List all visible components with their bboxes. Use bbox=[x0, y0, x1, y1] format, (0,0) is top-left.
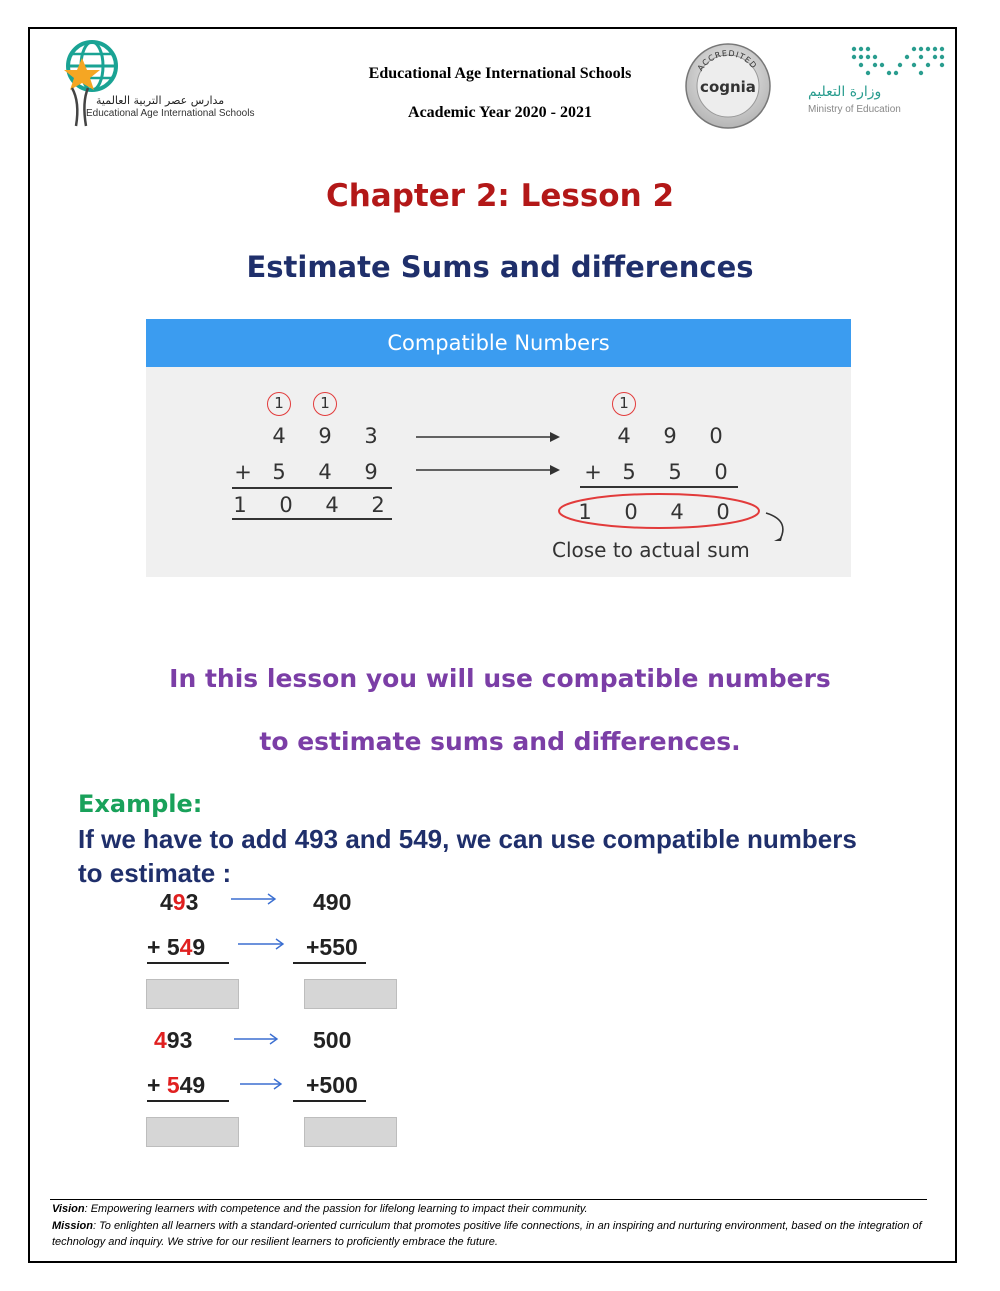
set2-left-underline bbox=[147, 1100, 229, 1102]
example-arrows bbox=[228, 888, 288, 1098]
left-top-digit: 4 bbox=[272, 424, 286, 448]
chapter-title: Chapter 2: Lesson 2 bbox=[325, 178, 675, 214]
left-top-digit: 3 bbox=[364, 424, 378, 448]
digit: 93 bbox=[166, 1027, 193, 1053]
left-sum-line bbox=[232, 487, 392, 489]
intro-line-2: to estimate sums and differences. bbox=[259, 727, 741, 756]
set1-first-addend bbox=[160, 889, 198, 916]
header-academic-year: Academic Year 2020 - 2021 bbox=[408, 104, 592, 121]
left-result-digit: 2 bbox=[371, 493, 385, 517]
digit: 9 bbox=[192, 934, 206, 960]
set2-right-underline bbox=[293, 1100, 366, 1102]
right-top-row bbox=[601, 424, 739, 448]
vision-statement bbox=[52, 1201, 922, 1217]
set2-actual-sum-answer-box[interactable] bbox=[146, 1117, 239, 1147]
set1-second-rounded: +550 bbox=[306, 934, 358, 960]
right-result-digit: 0 bbox=[716, 500, 730, 524]
figure-arrows bbox=[414, 428, 564, 478]
lesson-title: Estimate Sums and differences bbox=[246, 250, 754, 284]
right-result-row bbox=[562, 500, 746, 524]
highlighted-digit: 5 bbox=[166, 1072, 180, 1098]
left-plus-sign: + bbox=[234, 460, 252, 484]
right-sum-line bbox=[580, 486, 738, 488]
left-second-digit: 4 bbox=[318, 460, 332, 484]
left-result-digit: 0 bbox=[279, 493, 293, 517]
right-result-digit: 1 bbox=[578, 500, 592, 524]
compatible-numbers-banner: Compatible Numbers bbox=[146, 319, 851, 367]
left-top-row bbox=[256, 424, 394, 448]
example-label: Example: bbox=[78, 790, 203, 818]
vision-label: Vision bbox=[52, 1203, 85, 1215]
arrow-right-icon bbox=[550, 432, 560, 442]
right-top-digit: 9 bbox=[663, 424, 677, 448]
header-school-title: Educational Age International Schools bbox=[368, 65, 632, 82]
set1-left-underline bbox=[147, 962, 229, 964]
left-second-row bbox=[230, 460, 394, 484]
left-second-digit: 5 bbox=[272, 460, 286, 484]
digit: 4 bbox=[160, 889, 173, 915]
left-top-digit: 9 bbox=[318, 424, 332, 448]
set2-second-rounded: +500 bbox=[306, 1072, 358, 1098]
school-name-english: Educational Age International Schools bbox=[86, 108, 255, 119]
right-plus-sign: + bbox=[584, 460, 602, 484]
set1-first-rounded: 490 bbox=[313, 889, 352, 915]
right-second-digit: 5 bbox=[622, 460, 636, 484]
plus-sign: + bbox=[147, 934, 167, 960]
example-text: If we have to add 493 and 549, we can use compatible numbers to estimate : bbox=[78, 824, 857, 888]
set1-actual-sum-answer-box[interactable] bbox=[146, 979, 239, 1009]
right-second-row bbox=[580, 460, 744, 484]
seal-accredited-text: ACCREDITED bbox=[695, 48, 759, 73]
ministry-name-arabic: وزارة التعليم bbox=[808, 84, 882, 100]
right-carry-1: 1 bbox=[612, 392, 636, 416]
highlighted-digit: 4 bbox=[154, 1027, 167, 1053]
set2-second-addend bbox=[147, 1072, 205, 1099]
left-result-digit: 4 bbox=[325, 493, 339, 517]
arrow-right-icon bbox=[550, 465, 560, 475]
cognia-seal bbox=[684, 42, 772, 130]
set2-first-rounded: 500 bbox=[313, 1027, 352, 1053]
left-result-digit: 1 bbox=[233, 493, 247, 517]
left-carry-2: 1 bbox=[313, 392, 337, 416]
ministry-name-english: Ministry of Education bbox=[808, 104, 901, 115]
highlighted-digit: 4 bbox=[179, 934, 193, 960]
right-top-digit: 4 bbox=[617, 424, 631, 448]
mission-text: : To enlighten all learners with a standard-oriented curriculum that promotes positive life connections, in an inspiring and nurturing environment, based on the integration of technology and inquiry. We strive for our resilient learners to proficiently embrace the future. bbox=[52, 1220, 922, 1248]
right-second-digit: 5 bbox=[668, 460, 682, 484]
right-result-digit: 0 bbox=[624, 500, 638, 524]
left-carry-1: 1 bbox=[267, 392, 291, 416]
digit: 3 bbox=[185, 889, 199, 915]
intro-line-1: In this lesson you will use compatible numbers bbox=[169, 664, 831, 693]
left-result-row bbox=[217, 493, 401, 517]
set1-estimate-answer-box[interactable] bbox=[304, 979, 397, 1009]
right-top-digit: 0 bbox=[709, 424, 723, 448]
set1-second-addend bbox=[147, 934, 205, 961]
digit: 5 bbox=[166, 934, 180, 960]
mission-statement bbox=[52, 1218, 922, 1250]
ministry-logo-dots bbox=[850, 44, 945, 78]
digit: 49 bbox=[179, 1072, 206, 1098]
set1-right-underline bbox=[293, 962, 366, 964]
right-second-digit: 0 bbox=[714, 460, 728, 484]
highlighted-digit: 9 bbox=[172, 889, 186, 915]
school-name-arabic: مدارس عصر التربية العالمية bbox=[96, 94, 225, 107]
set2-estimate-answer-box[interactable] bbox=[304, 1117, 397, 1147]
plus-sign: + bbox=[147, 1072, 167, 1098]
footer-divider bbox=[50, 1199, 927, 1200]
left-result-underline bbox=[232, 518, 392, 520]
close-to-actual-sum-caption: Close to actual sum bbox=[552, 538, 750, 562]
right-result-digit: 4 bbox=[670, 500, 684, 524]
vision-text: : Empowering learners with competence and the passion for lifelong learning to impact their community. bbox=[84, 1203, 588, 1215]
mission-label: Mission bbox=[52, 1220, 93, 1232]
seal-brand-text: cognia bbox=[700, 78, 756, 96]
set2-first-addend bbox=[154, 1027, 192, 1054]
left-second-digit: 9 bbox=[364, 460, 378, 484]
